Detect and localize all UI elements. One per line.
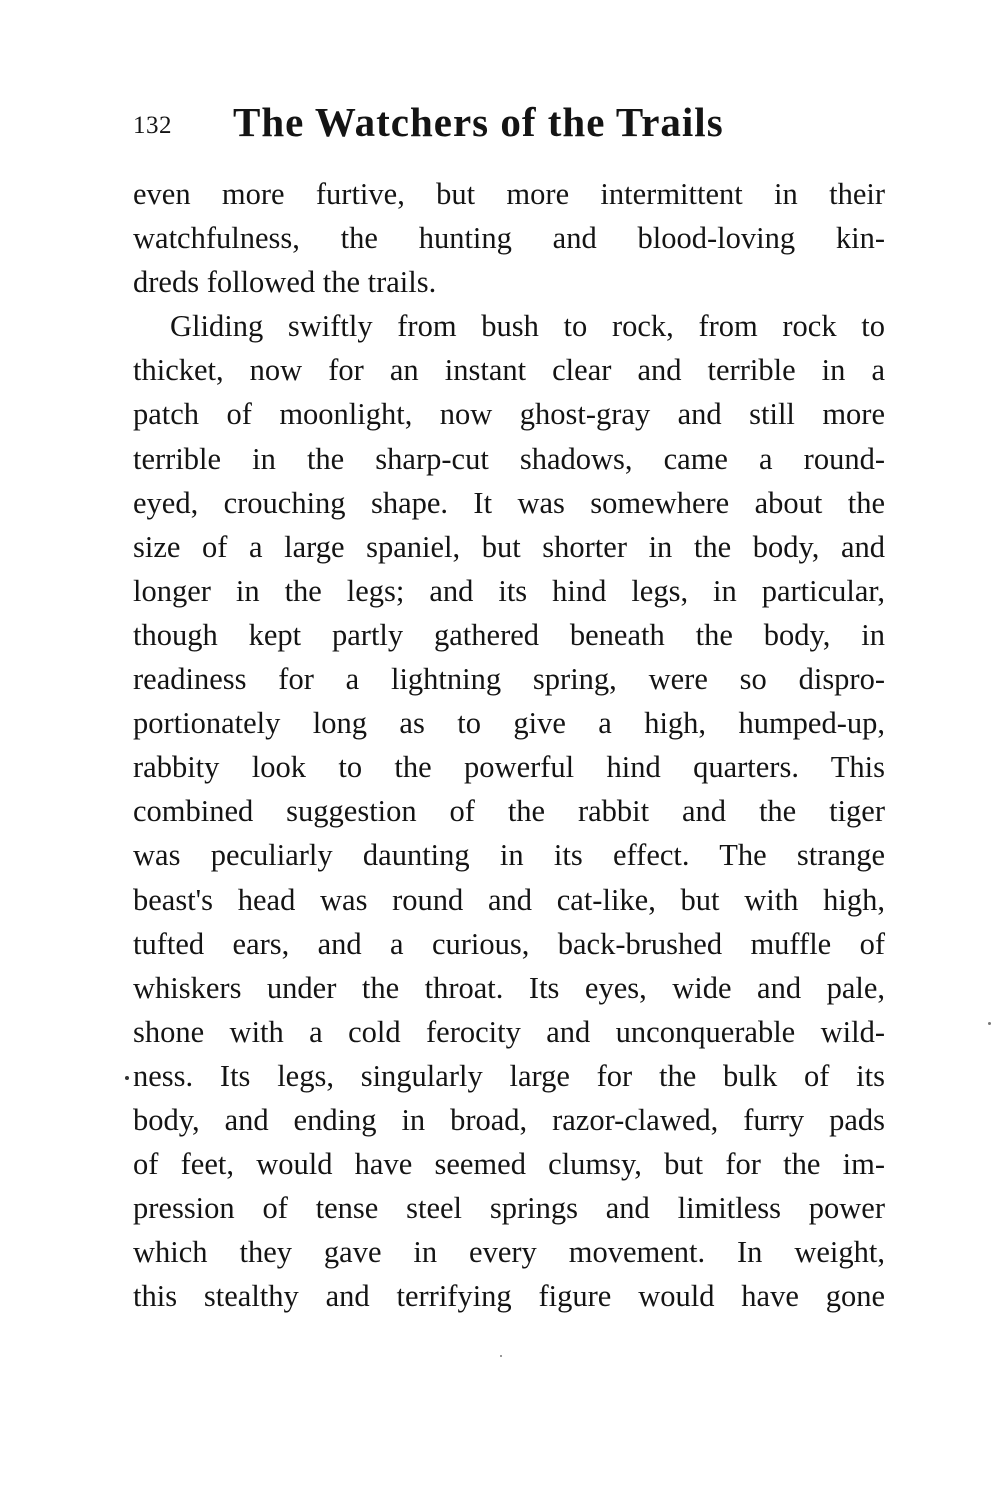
scan-speck	[500, 1355, 502, 1357]
paragraph-first-line: Gliding swiftly from bush to rock, from rock to	[170, 309, 885, 344]
text-line: ness. Its legs, singularly large for the bulk of its	[133, 1058, 885, 1093]
text-line: though kept partly gathered beneath the body, in	[133, 617, 885, 652]
text-line: eyed, crouching shape. It was somewhere about the	[133, 485, 885, 520]
text-line: body, and ending in broad, razor-clawed, furry pads	[133, 1102, 885, 1137]
text-line: was peculiarly daunting in its effect. The strange	[133, 838, 885, 873]
text-line: pression of tense steel springs and limitless power	[133, 1191, 885, 1226]
text-line: even more furtive, but more intermittent in their	[133, 177, 885, 211]
running-head	[133, 98, 885, 158]
text-line: whiskers under the throat. Its eyes, wide and pale,	[133, 970, 885, 1005]
text-line: longer in the legs; and its hind legs, in particular,	[133, 573, 885, 608]
text-line: portionately long as to give a high, humped-up,	[133, 706, 885, 741]
body-text	[133, 172, 885, 1318]
text-line: readiness for a lightning spring, were so dispro-	[133, 662, 885, 697]
text-line: tufted ears, and a curious, back-brushed muffle of	[133, 926, 885, 961]
text-line: watchfulness, the hunting and blood-loving kin-	[133, 221, 885, 256]
text-line: which they gave in every movement. In weight,	[133, 1235, 885, 1270]
page-number: 132	[133, 112, 172, 139]
text-line: dreds followed the trails.	[133, 265, 437, 300]
text-line: patch of moonlight, now ghost-gray and still more	[133, 397, 885, 432]
scan-speck	[988, 1022, 991, 1025]
text-line: this stealthy and terrifying figure would have gone	[133, 1279, 885, 1314]
text-line: rabbity look to the powerful hind quarters. This	[133, 750, 885, 785]
text-line: terrible in the sharp-cut shadows, came a round-	[133, 441, 885, 476]
running-title: The Watchers of the Trails	[233, 99, 724, 145]
text-line: combined suggestion of the rabbit and the tiger	[133, 794, 885, 829]
text-line: of feet, would have seemed clumsy, but for the im-	[133, 1147, 885, 1182]
text-line: shone with a cold ferocity and unconquerable wild-	[133, 1014, 885, 1049]
text-line: thicket, now for an instant clear and terrible in a	[133, 353, 885, 388]
margin-dot-mark	[125, 1076, 129, 1080]
text-line: beast's head was round and cat-like, but with high,	[133, 882, 885, 917]
text-line: size of a large spaniel, but shorter in the body, and	[133, 529, 885, 564]
